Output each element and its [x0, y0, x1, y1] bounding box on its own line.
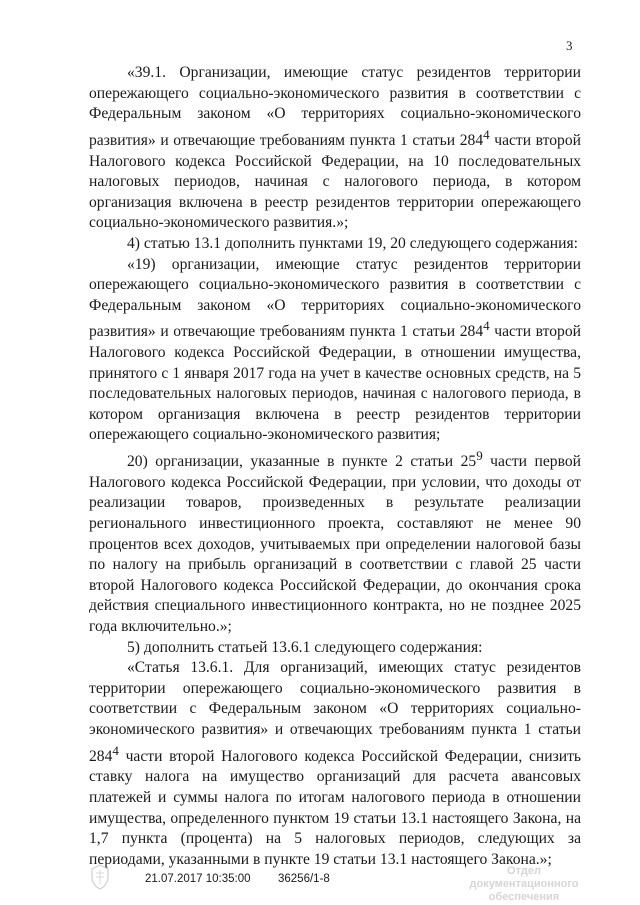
superscript: 4 — [483, 126, 490, 142]
superscript: 4 — [112, 742, 119, 758]
paragraph-item-5: 5) дополнить статьей 13.6.1 следующего содержания: — [127, 638, 483, 656]
document-footer — [0, 865, 640, 903]
document-body — [89, 63, 581, 870]
department-stamp — [454, 865, 594, 904]
registration-datetime: 21.07.2017 10:35:00 — [145, 873, 251, 885]
paragraph-point-20: 20) организации, указанные в пункте 2 статьи $25^9$ части первой Налогового кодекса Российской Федерации, при условии, что доходы от реализации товаров, произведенных в результате реализации регионального инвестиционного проекта, составляют не менее 90 процентов всех доходов, учитываемых при определении налоговой базы по налогу на прибыль организаций в соответствии с главой 25 части второй Налогового кодекса Российской Федерации, до окончания срока действия специального инвестиционного контракта, но не позднее 2025 года включительно.»; — [89, 448, 581, 635]
document-code: 36256/1-8 — [278, 873, 330, 885]
paragraph-point-19: «19) организации, имеющие статус резидентов территории опережающего социально-экономического развития в соответствии с Федеральным законом «О территориях социально-экономического развития» и отвечающие требованиям пункта 1 статьи $284^4$ части второй Налогового кодекса Российской Федерации, в отношении имущества, принятого с 1 января 2017 года на учет в качестве основных средств, на 5 последовательных налоговых периодов, начиная с налогового периода, в котором организация включена в реестр резидентов территории опережающего социально-экономического развития; — [89, 255, 581, 444]
paragraph-39-1: «39.1. Организации, имеющие статус резидентов территории опережающего социально-экономического развития в соответствии с Федеральным законом «О территориях социально-экономического развития» и отвечающие требованиям пункта 1 статьи $284^4$ части второй Налогового кодекса Российской Федерации, на 10 последовательных налоговых периодов, начиная с налогового периода, в котором организация включена в реестр резидентов территории опережающего социально-экономического развития.»; — [89, 64, 581, 232]
superscript: 9 — [476, 448, 483, 464]
stamp-line-1: Отдел документационного — [469, 865, 579, 890]
emblem-icon — [89, 864, 111, 890]
superscript: 4 — [483, 318, 490, 334]
paragraph-article-13-6-1: «Статья 13.6.1. Для организаций, имеющих статус резидентов территории опережающего социально-экономического развития в соответствии с Федеральным законом «О территориях социально-экономического развития» и отвечающих требованиям пункта 1 статьи $284^4$ части второй Налогового кодекса Российской Федерации, снизить ставку налога на имущество организаций для расчета авансовых платежей и суммы налога по итогам налогового периода в отношении имущества, определенного пунктом 19 статьи 13.1 настоящего Закона, на 1,7 пункта (процента) на 5 налоговых периодов, следующих за периодами, указанными в пункте 19 статьи 13.1 настоящего Закона.»; — [89, 659, 581, 868]
page-number: 3 — [566, 38, 573, 53]
stamp-line-2: обеспечения — [488, 891, 560, 903]
paragraph-item-4: 4) статью 13.1 дополнить пунктами 19, 20 следующего содержания: — [127, 234, 578, 252]
